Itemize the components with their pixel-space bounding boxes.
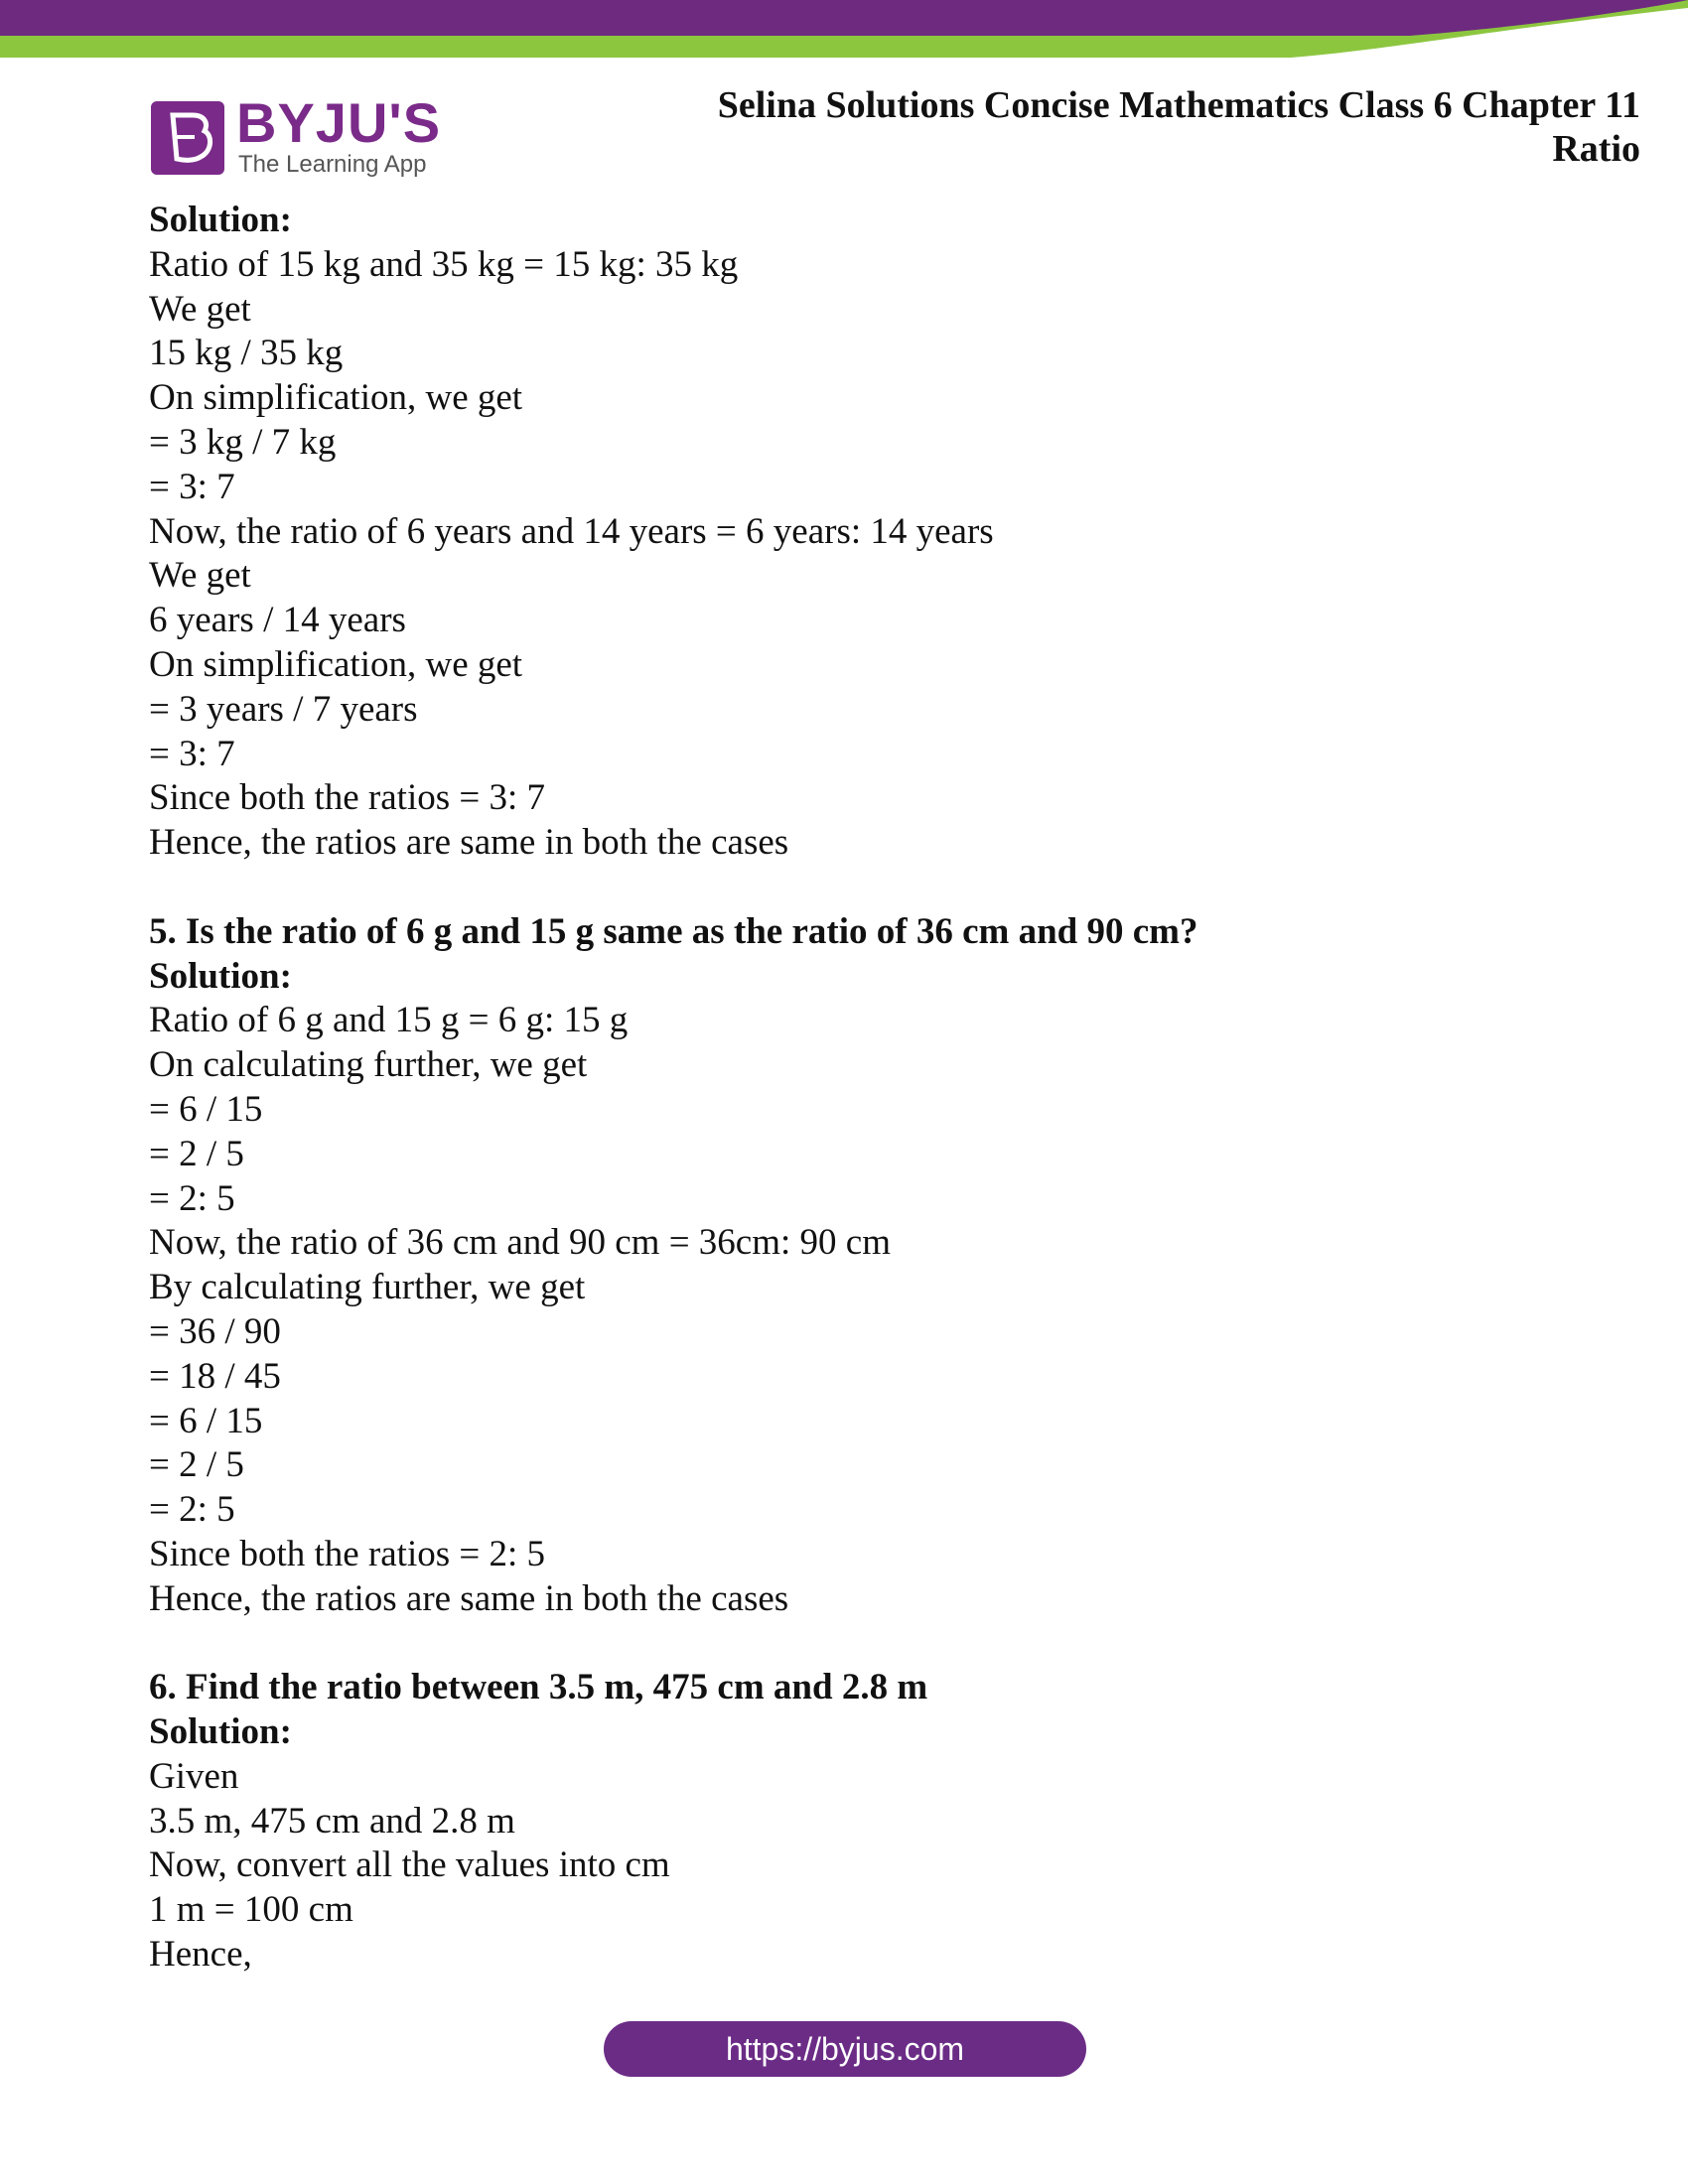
text-line: = 6 / 15 bbox=[149, 1400, 263, 1441]
text-line: 1 m = 100 cm bbox=[149, 1889, 353, 1931]
title-line-1: Selina Solutions Concise Mathematics Class 6 Chapter 11 bbox=[717, 84, 1640, 126]
text-line: = 2 / 5 bbox=[149, 1133, 244, 1174]
question-5: 5. Is the ratio of 6 g and 15 g same as the ratio of 36 cm and 90 cm? bbox=[149, 910, 1198, 952]
text-line: By calculating further, we get bbox=[149, 1267, 586, 1308]
text-line: = 3: 7 bbox=[149, 466, 235, 507]
text-line: Given bbox=[149, 1755, 239, 1797]
text-line: = 3: 7 bbox=[149, 733, 235, 774]
header-color-band bbox=[0, 0, 1688, 60]
text-line: = 2: 5 bbox=[149, 1177, 235, 1219]
brand-tagline: The Learning App bbox=[238, 151, 427, 178]
text-line: = 2: 5 bbox=[149, 1489, 235, 1531]
text-line: We get bbox=[149, 288, 251, 330]
footer-url-link[interactable]: https://byjus.com bbox=[604, 2021, 1086, 2077]
text-line: 15 kg / 35 kg bbox=[149, 333, 344, 374]
byjus-logo bbox=[149, 91, 442, 181]
text-line: Since both the ratios = 3: 7 bbox=[149, 777, 546, 819]
solution-heading: Solution: bbox=[149, 955, 292, 997]
text-line: = 6 / 15 bbox=[149, 1088, 263, 1130]
text-line: On simplification, we get bbox=[149, 643, 523, 685]
title-line-2: Ratio bbox=[1552, 128, 1640, 170]
text-line: = 3 kg / 7 kg bbox=[149, 421, 337, 463]
text-line: On calculating further, we get bbox=[149, 1044, 588, 1086]
text-line: 3.5 m, 475 cm and 2.8 m bbox=[149, 1800, 515, 1842]
text-line: Now, convert all the values into cm bbox=[149, 1844, 670, 1886]
text-line: Now, the ratio of 6 years and 14 years = 6 years: 14 years bbox=[149, 510, 994, 552]
text-line: = 3 years / 7 years bbox=[149, 688, 418, 730]
solution-heading: Solution: bbox=[149, 1711, 292, 1753]
solution-content bbox=[149, 199, 1589, 1978]
text-line: Ratio of 6 g and 15 g = 6 g: 15 g bbox=[149, 1000, 629, 1041]
brand-name: BYJU'S bbox=[236, 91, 442, 154]
text-line: Now, the ratio of 36 cm and 90 cm = 36cm: 90 cm bbox=[149, 1222, 891, 1264]
text-line: Since both the ratios = 2: 5 bbox=[149, 1533, 546, 1574]
text-line: We get bbox=[149, 555, 251, 597]
text-line: Hence, bbox=[149, 1934, 252, 1976]
text-line: 6 years / 14 years bbox=[149, 600, 406, 641]
text-line: Ratio of 15 kg and 35 kg = 15 kg: 35 kg bbox=[149, 243, 739, 285]
text-line: = 2 / 5 bbox=[149, 1444, 244, 1486]
byjus-logo-icon bbox=[149, 99, 226, 177]
text-line: On simplification, we get bbox=[149, 377, 523, 419]
solution-heading: Solution: bbox=[149, 200, 292, 240]
text-line: = 36 / 90 bbox=[149, 1310, 281, 1352]
text-line: = 18 / 45 bbox=[149, 1355, 281, 1397]
text-line: Hence, the ratios are same in both the cases bbox=[149, 1577, 789, 1619]
text-line: Hence, the ratios are same in both the cases bbox=[149, 822, 789, 864]
question-6: 6. Find the ratio between 3.5 m, 475 cm and 2.8 m bbox=[149, 1667, 928, 1708]
document-title bbox=[718, 83, 1640, 171]
